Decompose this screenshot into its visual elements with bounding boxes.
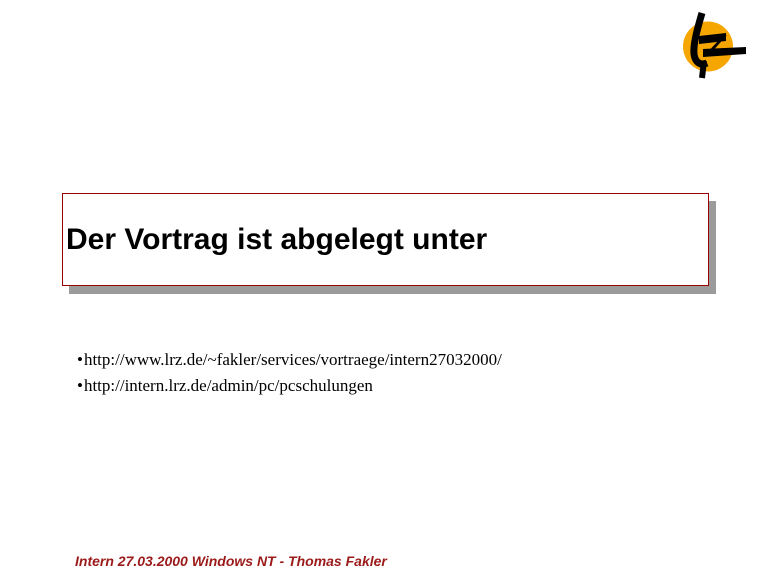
bullet-url-1: http://www.lrz.de/~fakler/services/vortraege/intern27032000/	[83, 350, 502, 369]
logo-circle	[683, 22, 733, 72]
slide-title: Der Vortrag ist abgelegt unter	[66, 222, 488, 256]
bullet-item	[77, 347, 502, 373]
bullet-icon: •	[77, 376, 83, 395]
footer-credit: Intern 27.03.2000 Windows NT - Thomas Fakler	[75, 553, 387, 569]
bullet-list	[77, 347, 502, 399]
title-box	[62, 193, 709, 286]
logo-l-tail	[702, 61, 704, 78]
bullet-url-2: http://intern.lrz.de/admin/pc/pcschulungen	[83, 376, 373, 395]
bullet-icon: •	[77, 350, 83, 369]
lrz-logo-icon	[676, 6, 752, 82]
bullet-item	[77, 373, 502, 399]
